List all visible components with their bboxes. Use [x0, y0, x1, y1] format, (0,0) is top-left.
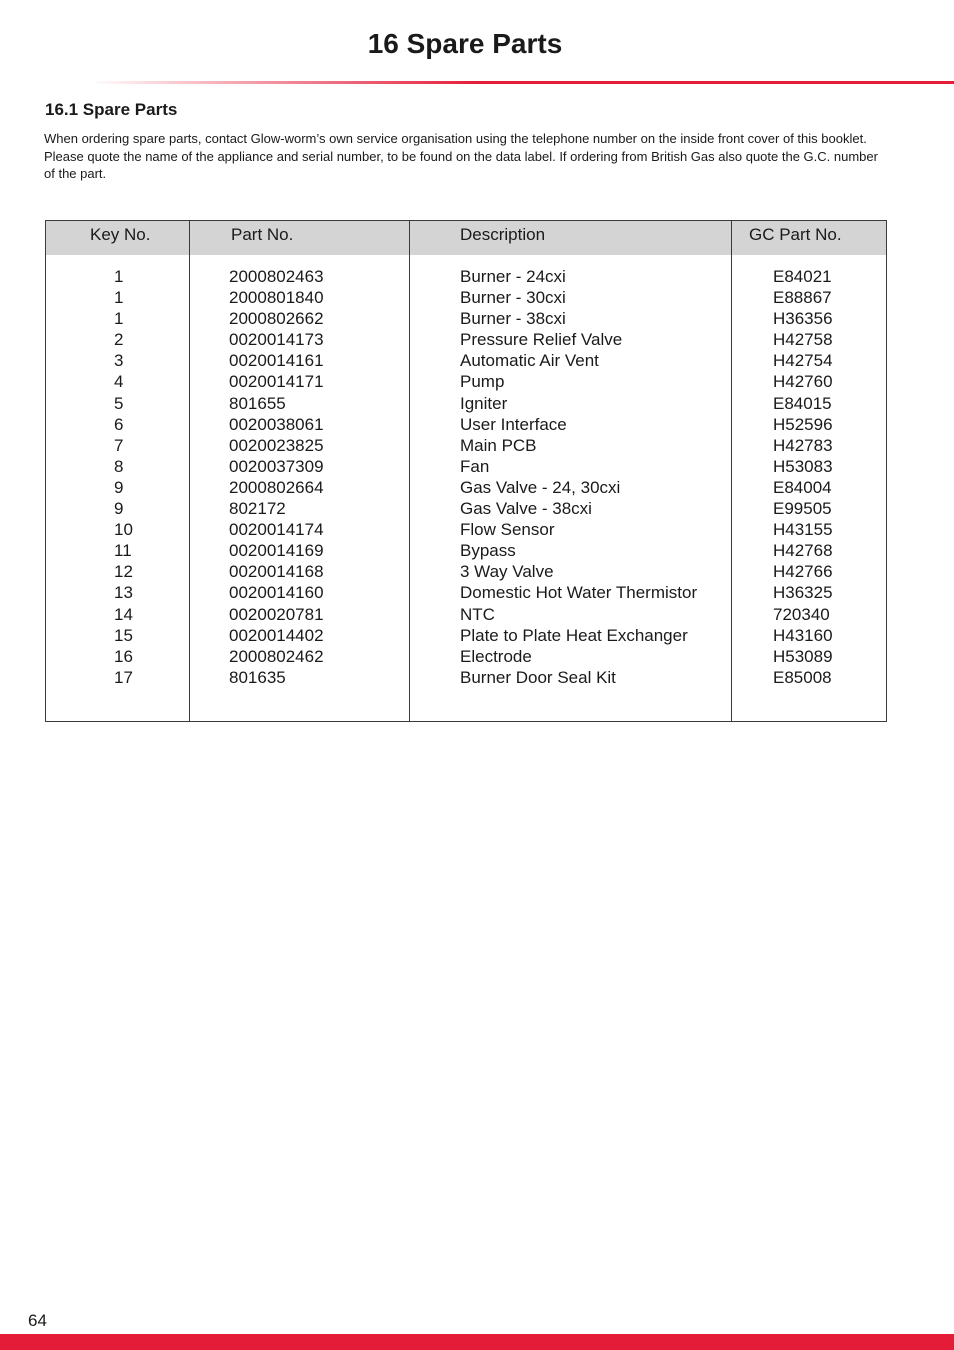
table-cell: H42766 [773, 562, 833, 582]
column-header-description: Description [410, 221, 731, 255]
table-cell: 801655 [229, 393, 286, 413]
table-cell: 2000801840 [229, 288, 324, 308]
table-cell: User Interface [460, 414, 567, 434]
table-cell: 15 [114, 625, 133, 645]
table-cell: H42783 [773, 435, 833, 455]
table-cell: 802172 [229, 499, 286, 519]
table-cell: 2000802662 [229, 309, 324, 329]
table-cell: 9 [114, 477, 124, 497]
table-cell: 7 [114, 435, 124, 455]
table-cell: 16 [114, 646, 133, 666]
key-no-cells [46, 266, 189, 688]
table-cell: 8 [114, 456, 124, 476]
footer-bar [0, 1334, 954, 1350]
gc-part-no-cells [732, 266, 886, 688]
table-cell: 0020014174 [229, 520, 324, 540]
table-cell: 14 [114, 604, 133, 624]
table-cell: Automatic Air Vent [460, 351, 599, 371]
intro-paragraph: When ordering spare parts, contact Glow-worm’s own service organisation using the telephone number on the inside front cover of this booklet. Please quote the name of the appliance and serial number, to be found on the data label. If ordering from British Gas also quote the G.C. number of the part. [44, 131, 878, 181]
table-cell: 0020037309 [229, 456, 324, 476]
table-cell: 2 [114, 330, 124, 350]
table-cell: E88867 [773, 288, 832, 308]
table-cell: E84021 [773, 267, 832, 286]
table-cell: 17 [114, 667, 133, 687]
table-cell: 0020014160 [229, 583, 324, 603]
title-divider [90, 81, 954, 84]
section-title: 16.1 Spare Parts [45, 100, 178, 119]
table-cell: H53089 [773, 646, 833, 666]
table-cell: 0020020781 [229, 604, 324, 624]
table-cell: 3 Way Valve [460, 562, 554, 582]
description-cells [410, 266, 731, 688]
table-cell: 11 [114, 541, 132, 561]
spare-parts-table [45, 220, 887, 722]
table-cell: E84015 [773, 393, 832, 413]
table-cell: 10 [114, 520, 133, 540]
table-cell: 2000802463 [229, 267, 324, 286]
table-cell: Pump [460, 372, 505, 392]
table-cell: 2000802664 [229, 477, 324, 497]
table-cell: H43160 [773, 625, 833, 645]
table-cell: 6 [114, 414, 124, 434]
table-cell: NTC [460, 604, 495, 624]
table-cell: H36325 [773, 583, 833, 603]
table-cell: 0020038061 [229, 414, 324, 434]
table-cell: 0020014173 [229, 330, 324, 350]
table-cell: 1 [114, 309, 124, 329]
table-cell: 0020014161 [229, 351, 324, 371]
table-cell: E84004 [773, 477, 832, 497]
page-title: 16 Spare Parts [367, 28, 563, 59]
table-cell: H42758 [773, 330, 833, 350]
table-cell: Gas Valve - 38cxi [460, 499, 592, 519]
table-cell: 0020014169 [229, 541, 324, 561]
table-cell: H53083 [773, 456, 833, 476]
table-cell: 2000802462 [229, 646, 324, 666]
table-cell: Igniter [460, 393, 508, 413]
table-cell: 720340 [773, 604, 830, 624]
table-cell: 801635 [229, 667, 286, 687]
key-no-column [46, 221, 190, 721]
table-cell: 0020023825 [229, 435, 324, 455]
table-cell: H43155 [773, 520, 833, 540]
table-cell: 12 [114, 562, 133, 582]
table-cell: H42768 [773, 541, 833, 561]
table-cell: E99505 [773, 499, 832, 519]
table-cell: H42760 [773, 372, 833, 392]
table-cell: E85008 [773, 667, 832, 687]
table-cell: Flow Sensor [460, 520, 555, 540]
table-cell: Pressure Relief Valve [460, 330, 623, 350]
table-cell: Domestic Hot Water Thermistor [460, 583, 698, 603]
table-cell: Fan [460, 456, 490, 476]
table-cell: Burner - 24cxi [460, 267, 566, 286]
table-cell: 3 [114, 351, 124, 371]
table-cell: Plate to Plate Heat Exchanger [460, 625, 688, 645]
table-cell: Burner - 38cxi [460, 309, 566, 329]
gc-part-no-column [732, 221, 886, 721]
table-cell: Main PCB [460, 435, 537, 455]
column-header-gc-part-no: GC Part No. [732, 221, 886, 255]
table-cell: H42754 [773, 351, 833, 371]
table-cell: Bypass [460, 541, 516, 561]
description-column [410, 221, 732, 721]
table-cell: 0020014171 [229, 372, 324, 392]
table-cell: Burner Door Seal Kit [460, 667, 616, 687]
table-cell: 1 [114, 288, 124, 308]
table-cell: 0020014402 [229, 625, 324, 645]
page-number: 64 [28, 1311, 47, 1330]
column-header-key-no: Key No. [46, 221, 189, 255]
table-cell: H36356 [773, 309, 833, 329]
part-no-cells [190, 266, 409, 688]
table-cell: 1 [114, 267, 124, 286]
table-cell: 5 [114, 393, 124, 413]
table-cell: 4 [114, 372, 124, 392]
table-cell: Gas Valve - 24, 30cxi [460, 477, 621, 497]
table-cell: 9 [114, 499, 124, 519]
table-cell: Electrode [460, 646, 532, 666]
table-cell: 13 [114, 583, 133, 603]
table-cell: H52596 [773, 414, 833, 434]
part-no-column [190, 221, 410, 721]
table-cell: Burner - 30cxi [460, 288, 566, 308]
column-header-part-no: Part No. [190, 221, 409, 255]
table-cell: 0020014168 [229, 562, 324, 582]
